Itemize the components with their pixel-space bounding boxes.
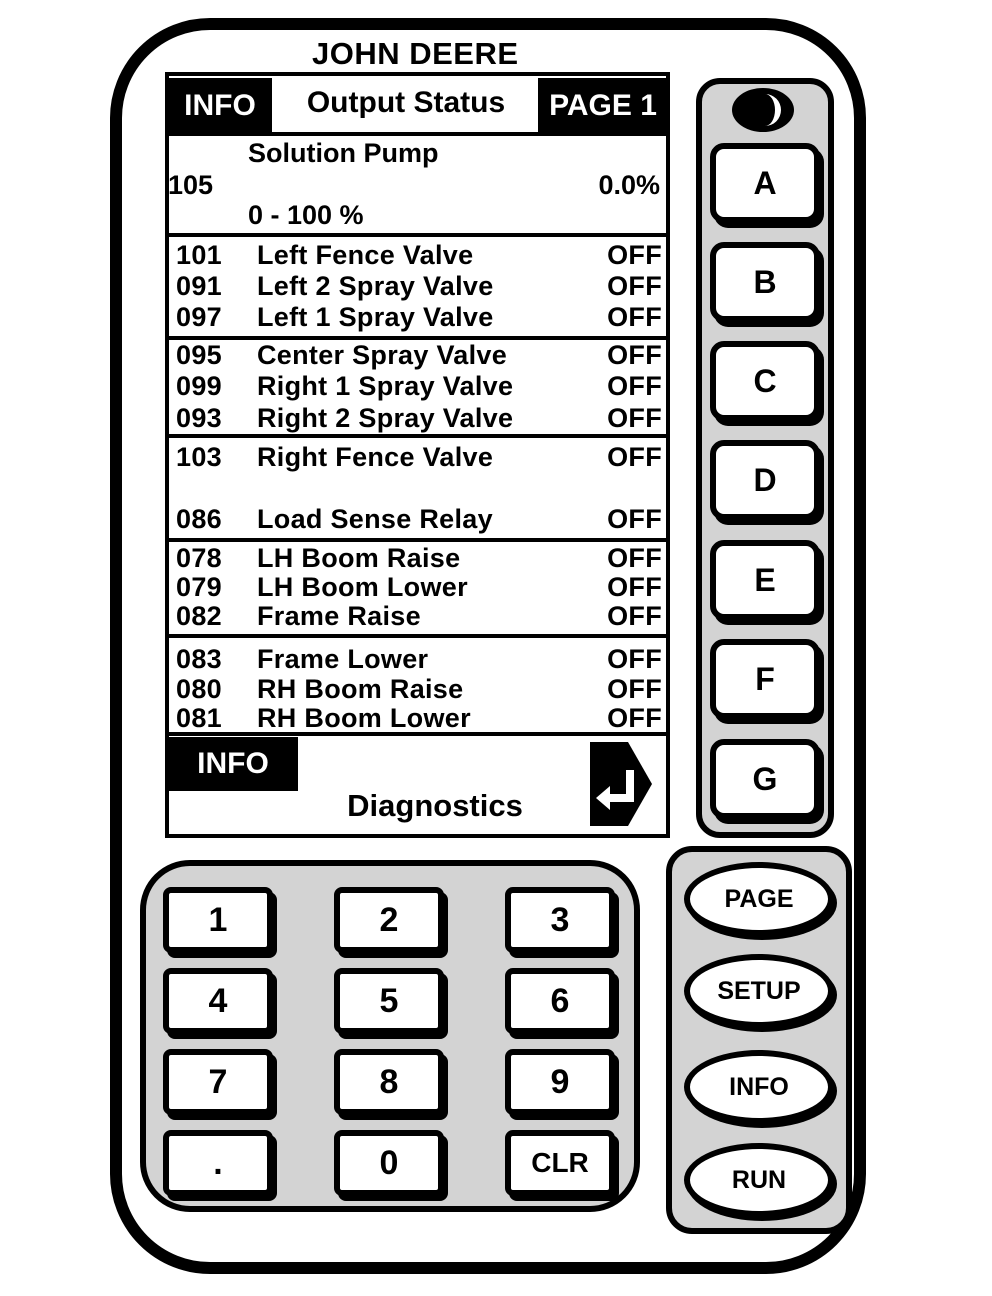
output-label: Center Spray Valve	[257, 340, 508, 370]
output-label: RH Boom Raise	[257, 674, 464, 704]
output-code: 082	[176, 601, 222, 631]
brand-logo-text: JOHN DEERE	[312, 36, 519, 71]
key-clear[interactable]: CLR	[505, 1130, 615, 1196]
output-state: OFF	[607, 442, 662, 472]
soft-key-a[interactable]: A	[710, 143, 820, 223]
soft-key-e[interactable]: E	[710, 540, 820, 620]
header-info-label: INFO	[168, 78, 272, 132]
output-state: OFF	[607, 674, 662, 704]
output-label: LH Boom Raise	[257, 543, 461, 573]
return-arrow-icon[interactable]	[588, 740, 654, 828]
output-code: 081	[176, 703, 222, 733]
output-state: OFF	[607, 302, 662, 332]
output-label: Left 2 Spray Valve	[257, 271, 494, 301]
output-label: Left 1 Spray Valve	[257, 302, 494, 332]
key-decimal[interactable]: .	[163, 1130, 273, 1196]
key-5[interactable]: 5	[334, 968, 444, 1034]
output-code: 097	[176, 302, 222, 332]
pump-range: 0 - 100 %	[248, 200, 364, 230]
divider	[168, 233, 667, 237]
output-code: 093	[176, 403, 222, 433]
output-label: Left Fence Valve	[257, 240, 474, 270]
output-label: Frame Raise	[257, 601, 421, 631]
soft-key-b[interactable]: B	[710, 242, 820, 322]
output-label: Right Fence Valve	[257, 442, 494, 472]
soft-key-g[interactable]: G	[710, 739, 820, 819]
output-code: 099	[176, 371, 222, 401]
output-state: OFF	[607, 240, 662, 270]
key-8[interactable]: 8	[334, 1049, 444, 1115]
output-label: RH Boom Lower	[257, 703, 471, 733]
key-7[interactable]: 7	[163, 1049, 273, 1115]
output-label: Frame Lower	[257, 644, 429, 674]
output-state: OFF	[607, 340, 662, 370]
page-button[interactable]: PAGE	[684, 862, 834, 936]
output-code: 083	[176, 644, 222, 674]
output-code: 103	[176, 442, 222, 472]
output-code: 101	[176, 240, 222, 270]
info-button[interactable]: INFO	[684, 1050, 834, 1124]
output-code: 095	[176, 340, 222, 370]
indicator-light-icon	[732, 88, 794, 132]
soft-key-d[interactable]: D	[710, 440, 820, 520]
soft-key-c[interactable]: C	[710, 341, 820, 421]
output-label: Load Sense Relay	[257, 504, 493, 534]
diagnostics-label: Diagnostics	[347, 788, 523, 823]
output-state: OFF	[607, 403, 662, 433]
output-state: OFF	[607, 703, 662, 733]
footer-info-label: INFO	[168, 737, 298, 791]
key-1[interactable]: 1	[163, 887, 273, 953]
key-6[interactable]: 6	[505, 968, 615, 1034]
output-state: OFF	[607, 644, 662, 674]
output-state: OFF	[607, 543, 662, 573]
setup-button[interactable]: SETUP	[684, 954, 834, 1028]
pump-code: 105	[168, 170, 214, 200]
key-9[interactable]: 9	[505, 1049, 615, 1115]
divider	[168, 634, 667, 638]
output-state: OFF	[607, 504, 662, 534]
output-label: LH Boom Lower	[257, 572, 468, 602]
divider	[168, 132, 667, 136]
pump-name: Solution Pump	[248, 138, 439, 168]
output-state: OFF	[607, 601, 662, 631]
key-0[interactable]: 0	[334, 1130, 444, 1196]
output-code: 086	[176, 504, 222, 534]
output-code: 080	[176, 674, 222, 704]
soft-key-f[interactable]: F	[710, 639, 820, 719]
output-label: Right 1 Spray Valve	[257, 371, 514, 401]
key-3[interactable]: 3	[505, 887, 615, 953]
divider	[168, 434, 667, 438]
key-4[interactable]: 4	[163, 968, 273, 1034]
output-state: OFF	[607, 271, 662, 301]
page-indicator: PAGE 1	[538, 78, 668, 132]
page-title: Output Status	[306, 86, 506, 119]
run-button[interactable]: RUN	[684, 1143, 834, 1217]
output-state: OFF	[607, 371, 662, 401]
output-code: 079	[176, 572, 222, 602]
output-label: Right 2 Spray Valve	[257, 403, 514, 433]
output-code: 091	[176, 271, 222, 301]
pump-value: 0.0%	[598, 170, 660, 200]
key-2[interactable]: 2	[334, 887, 444, 953]
output-code: 078	[176, 543, 222, 573]
output-state: OFF	[607, 572, 662, 602]
